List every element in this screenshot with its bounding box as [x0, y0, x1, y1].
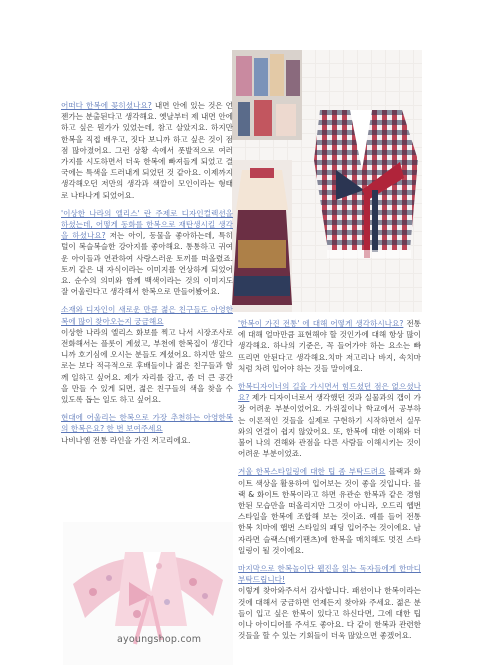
interview-question: 어떠다 한복에 꽂히셨나요?: [61, 101, 152, 110]
interview-question: 소재와 디자인이 새로운 만큼 젊은 친구들도 아영한복에 많이 찾아오는지 궁금해요: [61, 305, 233, 326]
interview-question: 마지막으로 한복놀이단 웹진을 읽는 독자들에게 한마디 부탁드립니다!: [238, 564, 421, 585]
interview-column-right: [238, 318, 421, 648]
interview-question: 한복디자이너의 길을 가시면서 힘드셨던 점은 없으셨나요?: [238, 382, 421, 403]
interview-paragraph: [61, 412, 233, 446]
interview-answer: 이상한 나라의 엘리스 화보를 찍고 나서 시장조사로 전화해서는 플롯이 계셨고, 부천에 한복집이 생긴다니까 호기심에 오시는 분들도 계셨어요. 하지만 앞으로는 보다 적극적으로 후배들이나 젊은 친구들과 함께 일하고 싶어요. 제가 자리를 잡고, 좀 더 큰 공간을 만들 수 있게 되면, 젊은 친구들의 색을 찾을 수 있도록 돕는 일도 하고 싶어요.: [61, 327, 233, 405]
interview-question: '한복이 가진 전통' 에 대해 어떻게 생각하시나요?: [238, 319, 404, 328]
interview-question: 겨울 한복스타일링에 대한 팁 좀 부탁드려요: [238, 467, 386, 477]
interview-paragraph: [61, 208, 233, 298]
interview-answer: 이렇게 찾아와주셔서 감사합니다. 패션이나 한복이라는 것에 대해서 궁금하면 언제든지 찾아와 주세요. 젊은 분들이 입고 싶은 한복이 있다고 하신다면, 그에 대한 팁이나 아이디어를 주셔도 좋아요. 다 같이 한복과 관련한 것들을 할 수 있는 기회들이 더욱 많았으면 좋겠어요.: [238, 586, 421, 641]
interview-paragraph: [238, 466, 421, 556]
interview-answer: 나비나엠 전통 라인을 가진 저고리에요.: [61, 435, 191, 445]
interview-column-left: [61, 100, 233, 453]
interview-question: '이상한 나라의 엘리스' 란 주제로 디자인컬렉션을 하셨는데, 어떻게 동화를 한복으로 재탄생시킬 생각을 하셨나요?: [61, 208, 233, 241]
interview-paragraph: [238, 563, 421, 641]
interview-question: 현대에 어울리는 한복으로 가장 추천하는 아영한복의 한복은요? 한 번 보여주세요: [61, 413, 233, 434]
interview-answer: 제가 디자이너로서 생각했던 것과 실물과의 갭이 가장 어려운 부분이었어요. 가위질이나 학교에서 공부하는 이론적인 것들을 실제로 구현하기 시작하면서 실무와의 연결이 쉽지 않았어요. 또, 한복에 대한 이해와 더불어 나의 견해와 관점을 다른 사람들 이해시키는 것이 어려운 부분이었죠.: [238, 393, 421, 459]
shop-caption: ayoungshop.com: [117, 634, 202, 645]
interview-section: [61, 208, 233, 298]
hanbok-display-illustration: [232, 50, 422, 312]
interview-paragraph: [61, 100, 233, 201]
interview-answer: 전통에 대해 얼마만큼 표현해야 할 것인가에 대해 항상 많이 생각해요. 하나의 기준은, 꼭 들어가야 하는 요소는 빠뜨리면 안된다고 생각해요.치마 저고리나 바지, 속치마처럼 차려 입어야 하는 것들 말이에요.: [238, 319, 421, 373]
interview-section: [238, 466, 421, 556]
interview-section: [238, 563, 421, 641]
interview-section: [61, 412, 233, 446]
interview-section: [238, 381, 421, 459]
interview-paragraph: [238, 318, 421, 374]
interview-answer: 내면 안에 있는 것은 언젠가는 분출된다고 생각해요. 옛날부터 제 내면 안에 하고 싶은 뭔가가 있었는데, 참고 살았지요. 하지만 한복을 직접 배우고, 짓다 보니까 하고 싶은 것이 점점 많아졌어요. 그런 상황 속에서 폿발적으로 여러 가지를 시도하면서 더욱 한복에 빠져들게 되었고 결국에는 특색을 드러내게 되었던 것 같아요. 이제까지 생각해오던 저만의 생각과 색깔이 모인이라는 형태로 나타나게 되었어요.: [61, 101, 233, 200]
interview-section: [238, 318, 421, 374]
interview-section: [61, 304, 233, 405]
interview-paragraph: [61, 304, 233, 405]
hanbok-display-photo: [232, 50, 422, 312]
interview-answer: 저는 아이, 동물을 좋아하는데, 특히 털이 복슬복슬한 강아지를 좋아해요. 통통하고 귀여운 아이들과 연관하여 사랑스러운 토끼를 떠올렸죠. 토끼 같은 내 자식이라는 이미지를 연상하게 되었어요. 순수의 의미와 함께 백색이라는 것의 이미지도 잘 어울린다고 생각해서 한복으로 만들어봤어요.: [61, 231, 233, 297]
interview-section: [61, 100, 233, 201]
interview-answer: 블랙과 화이트 색상을 활용하여 입어보는 것이 좋을 것입니다. 블랙 & 화이트 한복이라고 하면 유관순 한복과 같은 경험한된 모습만을 떠올리지만 그것이 아니라, 오드리 헵번 스타일을 한복에 조합해 보는 것이죠. 예를 들어 전통 한복 치마에 햅번 스타일의 패딩 입어주는 것이에요. 남자라면 슬랙스(배기팬츠)에 한복을 매치해도 멋진 스타일링이 될 것이에요.: [238, 467, 422, 555]
jeogori-product-photo: [63, 522, 233, 665]
interview-paragraph: [238, 381, 421, 459]
